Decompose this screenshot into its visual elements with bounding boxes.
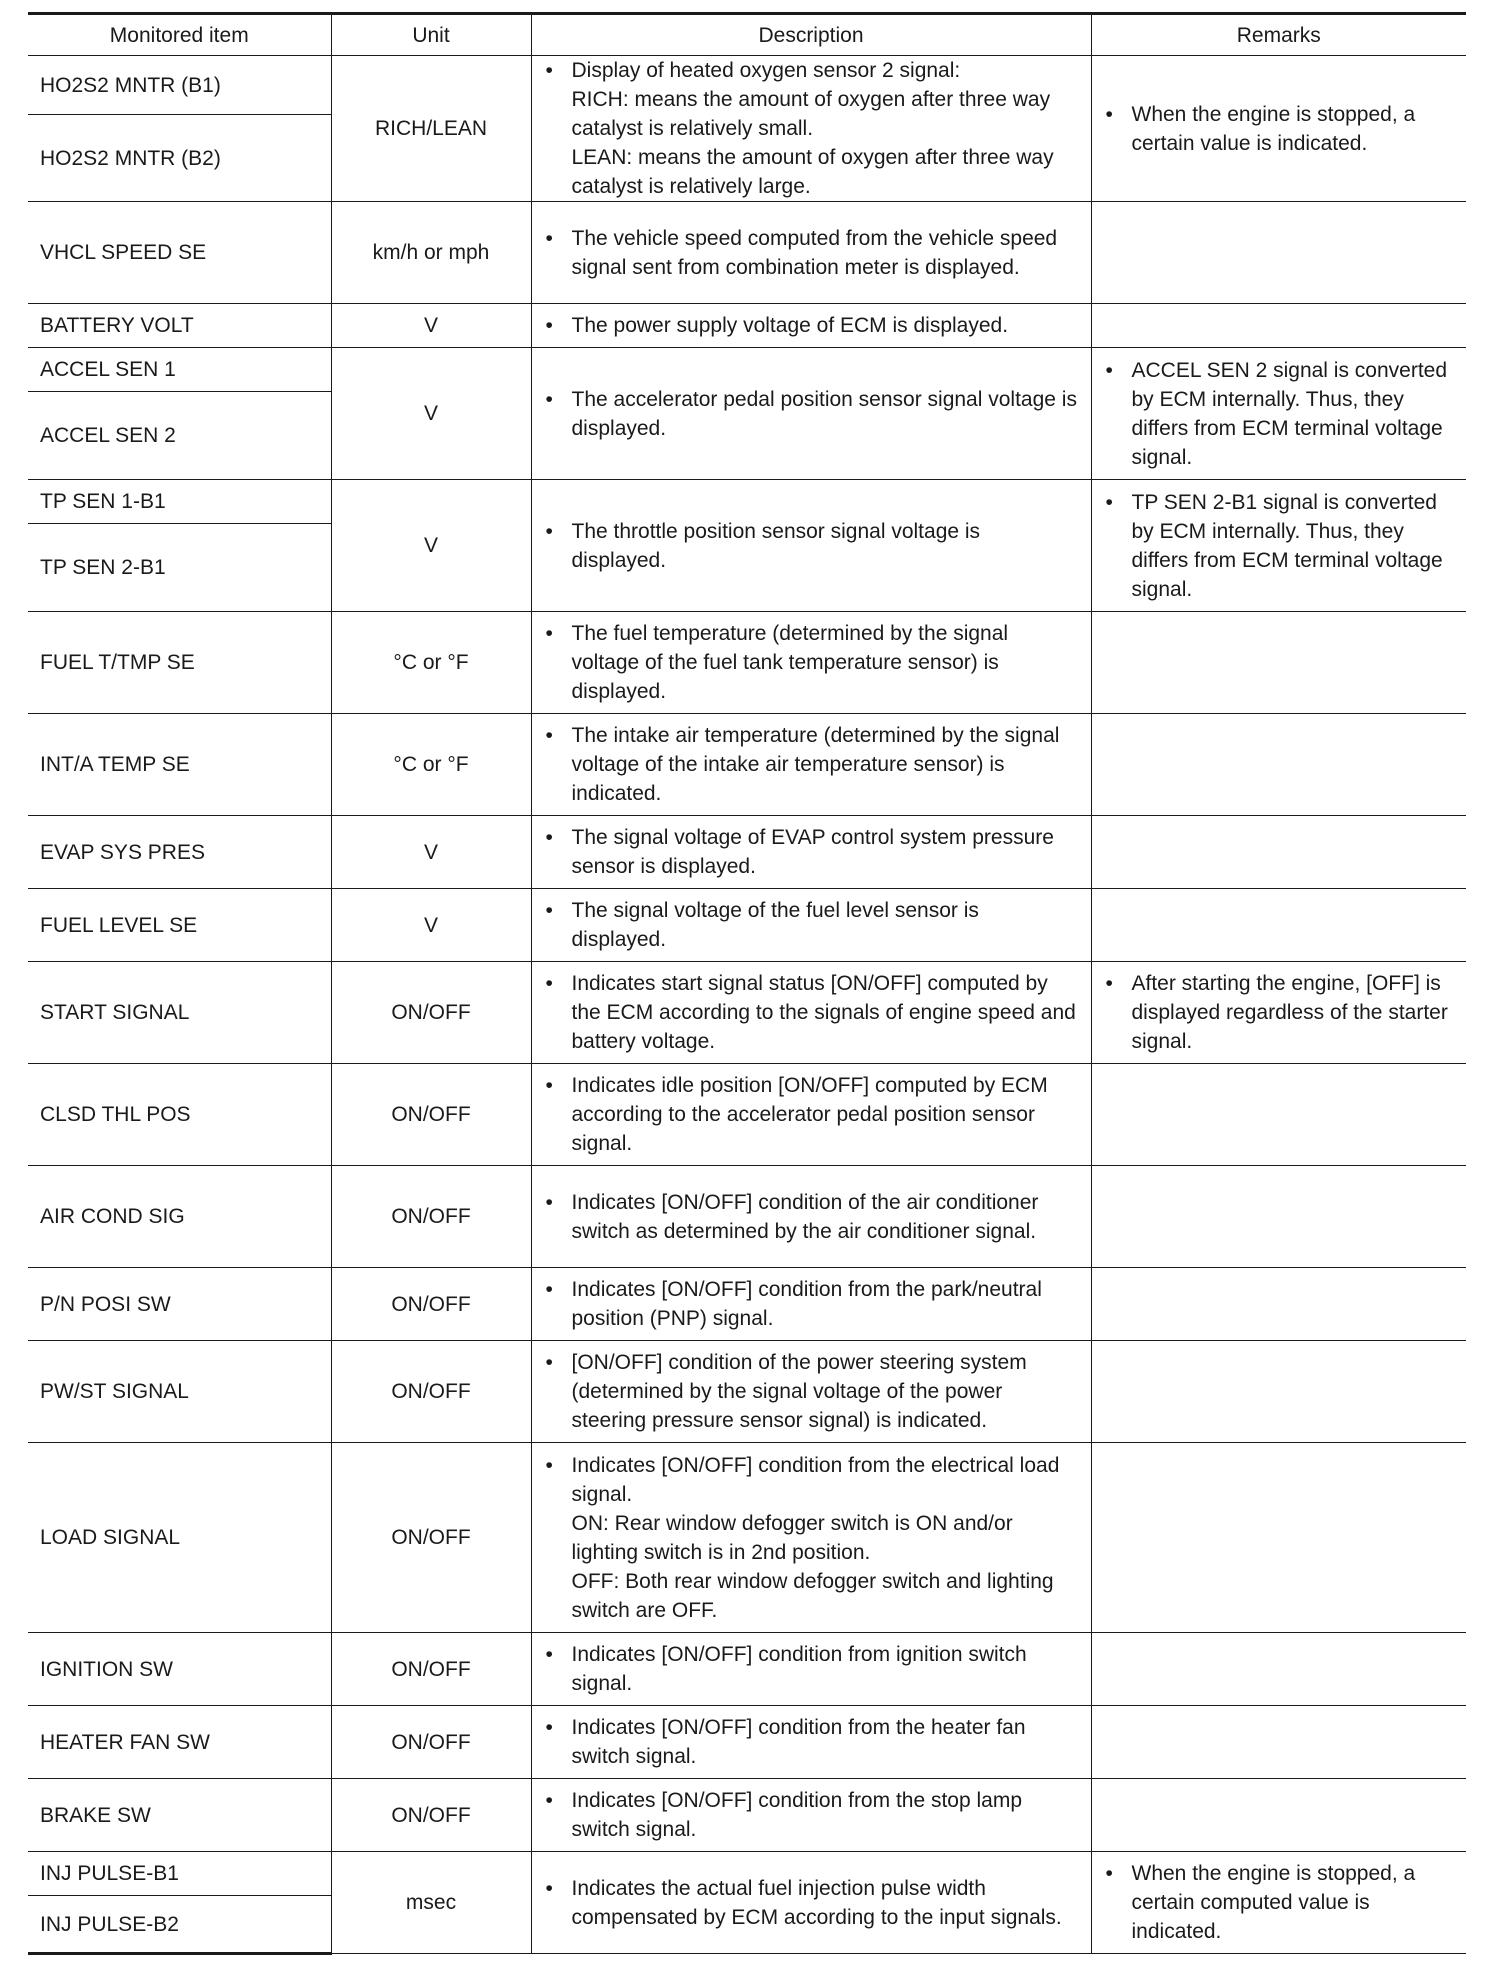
table-row (28, 1852, 1466, 1896)
monitored-item-cell: HO2S2 MNTR (B2) (28, 115, 331, 202)
description-cell-text: The signal voltage of EVAP control system pressure sensor is displayed. (571, 826, 1054, 878)
monitored-item-cell: ACCEL SEN 2 (28, 392, 331, 480)
header-monitored-item: Monitored item (28, 14, 331, 56)
description-cell (531, 202, 1091, 304)
remarks-cell (1091, 612, 1466, 714)
description-cell-text: Indicates [ON/OFF] condition from the heater fan switch signal. (571, 1716, 1026, 1768)
monitored-item-cell: AIR COND SIG (28, 1166, 331, 1268)
unit-cell: °C or °F (331, 714, 531, 816)
unit-cell: V (331, 816, 531, 889)
table-row (28, 480, 1466, 524)
description-cell-bullet-item (544, 619, 1079, 706)
table-row (28, 202, 1466, 304)
description-cell (531, 1064, 1091, 1166)
unit-cell: km/h or mph (331, 202, 531, 304)
description-cell-text: Indicates [ON/OFF] condition from the electrical load signal. ON: Rear window defogger switch is ON and/or lighting switch is in 2nd position. OFF: Both rear window defogger switch and lighting switch are OFF. (571, 1453, 1060, 1622)
monitored-item-cell: P/N POSI SW (28, 1268, 331, 1341)
description-cell-bullet-item (544, 823, 1079, 881)
remarks-cell (1091, 348, 1466, 480)
remarks-cell (1091, 1341, 1466, 1443)
description-cell (531, 348, 1091, 480)
table-row (28, 962, 1466, 1064)
unit-cell: V (331, 889, 531, 962)
description-cell-bullet-item (544, 1786, 1079, 1844)
description-cell (531, 1706, 1091, 1779)
description-cell-bullet-item (544, 896, 1079, 954)
monitored-item-cell: HO2S2 MNTR (B1) (28, 56, 331, 115)
remarks-cell-bullet-item (1104, 100, 1455, 158)
remarks-cell-bullet-item (1104, 356, 1455, 472)
remarks-cell (1091, 304, 1466, 348)
monitor-item-table (28, 12, 1466, 1955)
table-header (28, 14, 1466, 56)
unit-cell: ON/OFF (331, 962, 531, 1064)
header-unit: Unit (331, 14, 531, 56)
unit-cell: ON/OFF (331, 1064, 531, 1166)
monitored-item-cell: PW/ST SIGNAL (28, 1341, 331, 1443)
unit-cell: RICH/LEAN (331, 56, 531, 202)
remarks-cell (1091, 1064, 1466, 1166)
table-row (28, 304, 1466, 348)
description-cell (531, 304, 1091, 348)
monitored-item-cell: ACCEL SEN 1 (28, 348, 331, 392)
description-cell (531, 1443, 1091, 1633)
monitored-item-cell: FUEL T/TMP SE (28, 612, 331, 714)
remarks-cell-bullet-item (1104, 488, 1455, 604)
description-cell-bullet-item (544, 1640, 1079, 1698)
bullet-icon: • (1105, 358, 1113, 382)
remarks-cell (1091, 202, 1466, 304)
table-row (28, 1443, 1466, 1633)
remarks-cell (1091, 714, 1466, 816)
bullet-icon: • (1105, 102, 1113, 126)
description-cell-text: The signal voltage of the fuel level sensor is displayed. (571, 899, 979, 951)
unit-cell: V (331, 480, 531, 612)
unit-cell: ON/OFF (331, 1268, 531, 1341)
table-row (28, 56, 1466, 115)
monitored-item-cell: IGNITION SW (28, 1633, 331, 1706)
bullet-icon: • (545, 724, 553, 747)
bullet-icon: • (545, 1074, 553, 1097)
remarks-cell-text: After starting the engine, [OFF] is displayed regardless of the starter signal. (1131, 972, 1448, 1053)
description-cell-text: Indicates [ON/OFF] condition from the park/neutral position (PNP) signal. (571, 1278, 1042, 1330)
unit-cell: °C or °F (331, 612, 531, 714)
bullet-icon: • (545, 1453, 553, 1477)
table-row (28, 889, 1466, 962)
remarks-cell (1091, 1268, 1466, 1341)
bullet-icon: • (545, 59, 553, 82)
table-row (28, 1268, 1466, 1341)
monitored-item-cell: EVAP SYS PRES (28, 816, 331, 889)
description-cell-bullet-item (544, 1071, 1079, 1158)
description-cell-bullet-item (544, 224, 1079, 282)
description-cell-bullet-item (544, 1874, 1079, 1932)
description-cell (531, 612, 1091, 714)
description-cell-bullet-item (544, 385, 1079, 443)
remarks-cell (1091, 889, 1466, 962)
monitored-item-cell: TP SEN 1-B1 (28, 480, 331, 524)
header-remarks: Remarks (1091, 14, 1466, 56)
monitored-item-cell: TP SEN 2-B1 (28, 524, 331, 612)
description-cell-text: The accelerator pedal position sensor signal voltage is displayed. (571, 387, 1077, 440)
description-cell-bullet-item (544, 1188, 1079, 1246)
bullet-icon: • (1105, 1862, 1113, 1885)
description-cell-text: The vehicle speed computed from the vehicle speed signal sent from combination meter is displayed. (571, 226, 1058, 279)
description-cell (531, 1268, 1091, 1341)
monitored-item-cell: CLSD THL POS (28, 1064, 331, 1166)
description-cell (531, 714, 1091, 816)
remarks-cell (1091, 1633, 1466, 1706)
bullet-icon: • (545, 1190, 553, 1214)
description-cell (531, 480, 1091, 612)
bullet-icon: • (545, 899, 553, 922)
remarks-cell-text: TP SEN 2-B1 signal is converted by ECM internally. Thus, they differs from ECM terminal voltage signal. (1131, 490, 1443, 601)
remarks-cell (1091, 1852, 1466, 1954)
description-cell-text: Indicates the actual fuel injection pulse width compensated by ECM according to the input signals. (571, 1876, 1062, 1929)
description-cell-bullet-item (544, 56, 1079, 201)
table-row (28, 1166, 1466, 1268)
monitored-item-cell: START SIGNAL (28, 962, 331, 1064)
bullet-icon: • (545, 226, 553, 250)
description-cell-bullet-item (544, 311, 1079, 340)
description-cell (531, 1633, 1091, 1706)
description-cell (531, 962, 1091, 1064)
header-description: Description (531, 14, 1091, 56)
description-cell (531, 1341, 1091, 1443)
description-cell-text: The intake air temperature (determined by the signal voltage of the intake air temperature sensor) is indicated. (571, 724, 1060, 805)
description-cell-bullet-item (544, 1348, 1079, 1435)
bullet-icon: • (1105, 972, 1113, 995)
table-row (28, 1779, 1466, 1852)
unit-cell: ON/OFF (331, 1443, 531, 1633)
unit-cell: ON/OFF (331, 1166, 531, 1268)
table-row (28, 714, 1466, 816)
bullet-icon: • (545, 1278, 553, 1301)
bullet-icon: • (1105, 490, 1113, 514)
description-cell (531, 816, 1091, 889)
monitored-item-cell: HEATER FAN SW (28, 1706, 331, 1779)
description-cell-text: Indicates idle position [ON/OFF] computed by ECM according to the accelerator pedal position sensor signal. (571, 1074, 1048, 1155)
unit-cell: V (331, 348, 531, 480)
bullet-icon: • (545, 387, 553, 411)
bullet-icon: • (545, 1643, 553, 1666)
remarks-cell-bullet-item (1104, 1859, 1455, 1946)
description-cell (531, 56, 1091, 202)
description-cell-text: The throttle position sensor signal voltage is displayed. (571, 519, 981, 572)
description-cell-text: Indicates [ON/OFF] condition from ignition switch signal. (571, 1643, 1027, 1695)
table-row (28, 816, 1466, 889)
description-cell-bullet-item (544, 969, 1079, 1056)
bullet-icon: • (545, 1876, 553, 1900)
monitored-item-cell: LOAD SIGNAL (28, 1443, 331, 1633)
monitored-item-cell: BATTERY VOLT (28, 304, 331, 348)
remarks-cell-text: When the engine is stopped, a certain value is indicated. (1131, 102, 1416, 155)
table-body (28, 56, 1466, 1954)
description-cell-bullet-item (544, 1713, 1079, 1771)
remarks-cell (1091, 962, 1466, 1064)
table-row (28, 1633, 1466, 1706)
description-cell-text: Display of heated oxygen sensor 2 signal: RICH: means the amount of oxygen after three way catalyst is relatively small. LEAN: means the amount of oxygen after three way catalyst is relatively large. (571, 59, 1054, 198)
bullet-icon: • (545, 519, 553, 543)
description-cell-text: Indicates [ON/OFF] condition from the stop lamp switch signal. (571, 1789, 1023, 1841)
bullet-icon: • (545, 1789, 553, 1812)
bullet-icon: • (545, 972, 553, 995)
remarks-cell (1091, 480, 1466, 612)
document-page (28, 12, 1466, 1955)
remarks-cell (1091, 56, 1466, 202)
table-row (28, 348, 1466, 392)
bullet-icon: • (545, 1716, 553, 1739)
table-row (28, 1341, 1466, 1443)
monitored-item-cell: FUEL LEVEL SE (28, 889, 331, 962)
header-row (28, 14, 1466, 56)
remarks-cell-bullet-item (1104, 969, 1455, 1056)
remarks-cell-text: When the engine is stopped, a certain computed value is indicated. (1131, 1862, 1416, 1943)
table-row (28, 1706, 1466, 1779)
description-cell (531, 1852, 1091, 1954)
description-cell-bullet-item (544, 1275, 1079, 1333)
remarks-cell (1091, 816, 1466, 889)
unit-cell: V (331, 304, 531, 348)
monitored-item-cell: INJ PULSE-B2 (28, 1896, 331, 1954)
description-cell-bullet-item (544, 517, 1079, 575)
unit-cell: ON/OFF (331, 1779, 531, 1852)
table-row (28, 1064, 1466, 1166)
monitored-item-cell: VHCL SPEED SE (28, 202, 331, 304)
bullet-icon: • (545, 1351, 553, 1374)
description-cell-text: The fuel temperature (determined by the signal voltage of the fuel tank temperature sensor) is displayed. (571, 622, 1009, 703)
description-cell (531, 1166, 1091, 1268)
unit-cell: ON/OFF (331, 1706, 531, 1779)
monitored-item-cell: INT/A TEMP SE (28, 714, 331, 816)
remarks-cell (1091, 1166, 1466, 1268)
remarks-cell (1091, 1443, 1466, 1633)
description-cell (531, 1779, 1091, 1852)
remarks-cell (1091, 1706, 1466, 1779)
bullet-icon: • (545, 314, 553, 337)
description-cell-text: Indicates [ON/OFF] condition of the air conditioner switch as determined by the air conditioner signal. (571, 1190, 1039, 1243)
monitored-item-cell: BRAKE SW (28, 1779, 331, 1852)
table-row (28, 612, 1466, 714)
remarks-cell-text: ACCEL SEN 2 signal is converted by ECM internally. Thus, they differs from ECM terminal voltage signal. (1131, 358, 1448, 469)
unit-cell: msec (331, 1852, 531, 1954)
description-cell (531, 889, 1091, 962)
remarks-cell (1091, 1779, 1466, 1852)
monitored-item-cell: INJ PULSE-B1 (28, 1852, 331, 1896)
description-cell-bullet-item (544, 721, 1079, 808)
description-cell-text: [ON/OFF] condition of the power steering system (determined by the signal voltage of the power steering pressure sensor signal) is indicated. (571, 1351, 1027, 1432)
description-cell-bullet-item (544, 1451, 1079, 1625)
unit-cell: ON/OFF (331, 1633, 531, 1706)
description-cell-text: Indicates start signal status [ON/OFF] computed by the ECM according to the signals of engine speed and battery voltage. (571, 972, 1076, 1053)
bullet-icon: • (545, 826, 553, 849)
description-cell-text: The power supply voltage of ECM is displayed. (571, 314, 1009, 337)
unit-cell: ON/OFF (331, 1341, 531, 1443)
bullet-icon: • (545, 622, 553, 645)
